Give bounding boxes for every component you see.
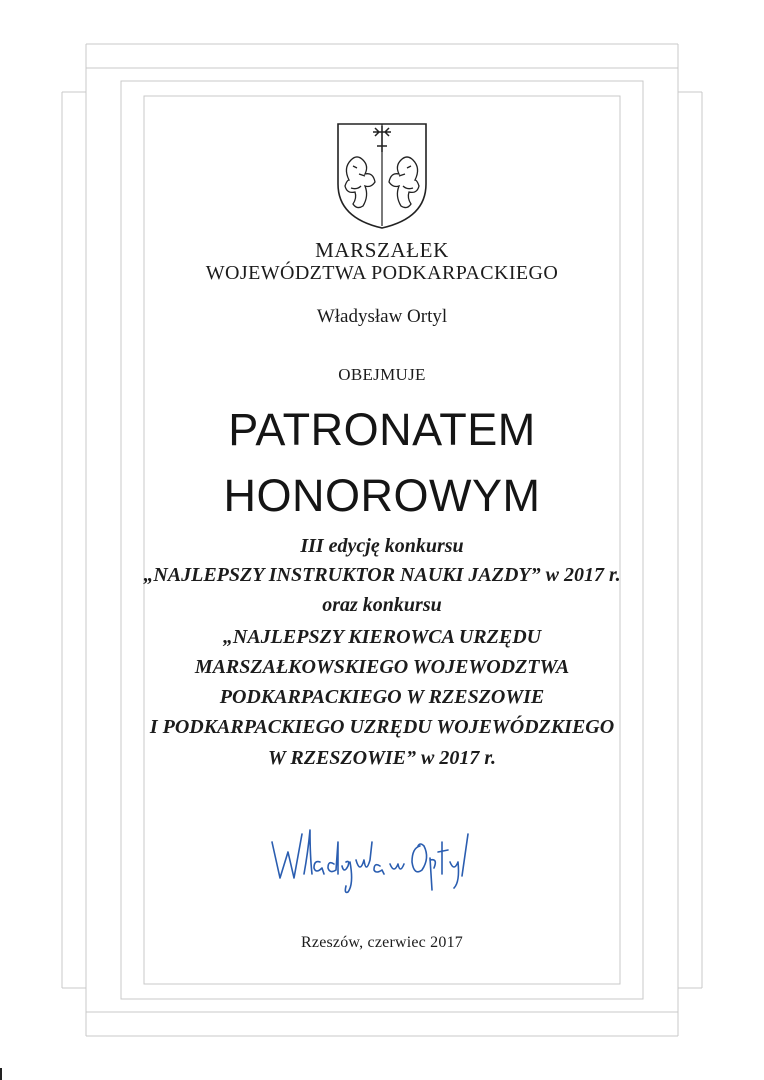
body-line: PODKARPACKIEGO W RZESZOWIE: [219, 686, 545, 708]
body-line: „NAJLEPSZY INSTRUKTOR NAUKI JAZDY” w 2017 r.: [143, 564, 621, 586]
body-line: MARSZAŁKOWSKIEGO WOJEWODZTWA: [194, 656, 570, 678]
podkarpackie-coat-of-arms-icon: [335, 122, 429, 230]
heading-patronatem: PATRONATEM: [228, 404, 536, 455]
title-line-1: MARSZAŁEK: [315, 238, 449, 262]
title-line-2: WOJEWÓDZTWA PODKARPACKIEGO: [205, 262, 559, 284]
body-line: III edycję konkursu: [300, 535, 464, 557]
body-line: W RZESZOWIE” w 2017 r.: [267, 747, 497, 769]
handwritten-signature: [262, 812, 492, 894]
scan-edge-mark: [0, 1068, 2, 1080]
marshal-name: Władysław Ortyl: [316, 306, 448, 327]
heading-honorowym: HONOROWYM: [223, 470, 541, 521]
place-and-date: Rzeszów, czerwiec 2017: [301, 934, 463, 951]
body-line: I PODKARPACKIEGO UZRĘDU WOJEWÓDZKIEGO: [149, 716, 615, 738]
body-line: oraz konkursu: [322, 594, 442, 616]
body-line: „NAJLEPSZY KIEROWCA URZĘDU: [222, 626, 542, 648]
verb-obejmuje: OBEJMUJE: [338, 365, 426, 384]
